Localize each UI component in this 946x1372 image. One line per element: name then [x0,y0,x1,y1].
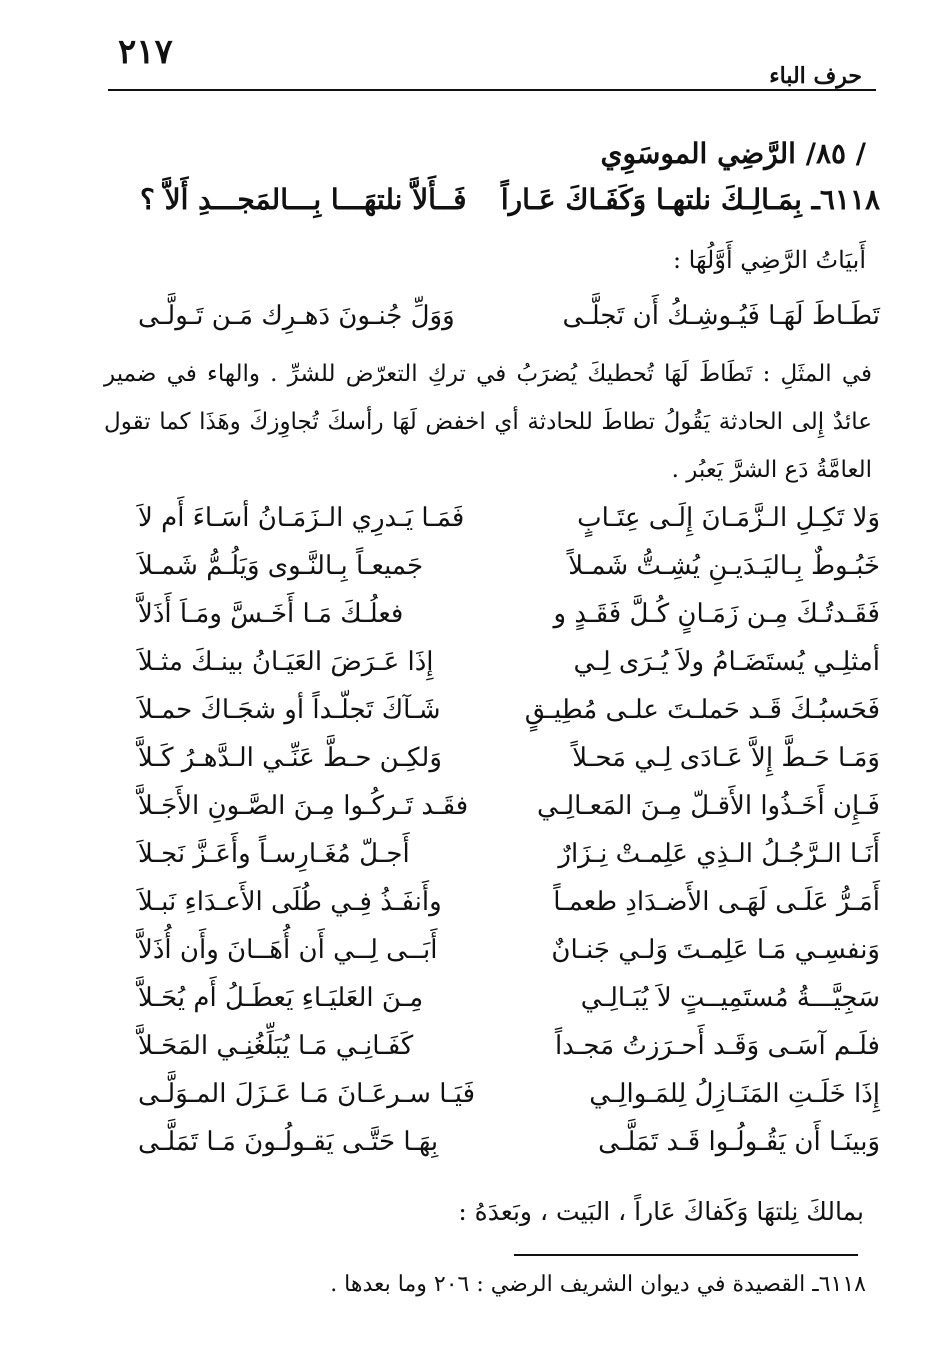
verse-right: أَمَـرُّ عَلَـى لَهَـى الأَضـدَادِ طعمـاً [553,887,880,917]
main-verse-second-hemistich: فَــأَلاَّ نلتهَـــا بِـــالمَجـــدِ أَلاَّ ؟ [140,183,467,216]
verse-left: بِهَـا حَتَّـى يَقـولُـونَ مَـا تَمَلَّـى [138,1127,439,1157]
verse-right: فَحَسبُـكَ قَـد حَملـتَ علـى مُطِيـقٍ [524,695,880,725]
verse-right: إِذَا خَلَـتِ المَنَـازِلُ لِلمَـوالِـي [589,1079,880,1109]
main-verse [100,178,880,222]
verse-left: أَجـلّ مُغَـارِسـاً وأَعَـزَّ نَجـلاَ [138,839,410,869]
verse-row [100,1024,880,1068]
verse-left: وأَنفَـذُ فِـي طُلَى الأَعـدَاءِ نَبـلاَ [138,887,442,917]
verse-number: ٦١١٨ـ [811,183,880,216]
footnote-rule [514,1254,858,1256]
verse-right: وَبينَـا أَن يَقُـولُـوا قَـد تَمَلَّـى [598,1127,880,1157]
verse-left: وَلكِـن حـطَّ عَنِّـي الـدَّهـرُ كَـلاَّ [138,743,442,773]
verse-left: فعلُـكَ مَـا أَخَـسَّ ومَـاَ أَذَلاَّ [138,599,404,629]
verse-right: وَلا تَكِـلِ الـزَّمَـانَ إِلَـى عِتَـابٍ [577,503,880,533]
verse-right: أمثلِـي يُستَضَـامُ ولاَ يُـرَى لِـي [573,647,880,677]
verse-row [100,544,880,588]
verse-row [100,928,880,972]
first-verse [100,294,880,338]
footnote: ٦١١٨ـ القصيدة في ديوان الشريف الرضي : ٢٠٦ وما بعدها . [330,1272,866,1297]
verse-right: فلَـم آسَـى وَقَـد أَحـرَزتُ مَجـداً [554,1031,880,1061]
verse-left: فَيَـا سـرعَـانَ مَـا عَـزَلَ المـوَلَّـى [138,1079,476,1109]
commentary-paragraph [104,350,872,494]
first-verse-left: وَوَلِّ جُنـونَ دَهـرِك مَـن تَـولَّـى [138,301,455,331]
verse-left: كَفَـانِـي مَـا يُبَلِّغُنِـي المَحَـلاَّ [138,1031,414,1061]
header-rule [108,89,876,91]
commentary-text: في المثَلِ : تَطَاطَ لَهَا تُحطيكَ يُضرَبُ في تركِ التعرّض للشرِّ . والهاء في ضمير عائدٌ إِلى الحادثة يَقُولُ تطاطَ للحادثة أي اخفض لَهَا رأسكَ تُجاوِزكَ وهَذَا كما تقول العامَّةُ دَع الشرَّ يَعبُر . [104,361,872,483]
verse-left: مِـنَ العَليَـاءِ يَعطَـلُ أَم يُحَـلاَّ [138,983,424,1013]
page-number: ٢١٧ [118,32,173,72]
verse-row [100,784,880,828]
verse-row [100,880,880,924]
verse-right: فَقَـدتُـكَ مِـن زَمَـانٍ كُـلَّ فَقَـدٍ و [553,599,880,629]
verse-row [100,1120,880,1164]
section-heading: / ٨٥/ الرَّضِي الموسَوِي [600,137,866,170]
verse-right: وَنفسِـي مَـا عَلِمـتَ وَلـي جَنـانٌ [551,935,880,965]
verse-row [100,736,880,780]
verse-row [100,496,880,540]
verse-left: شَـآكَ تَجلّـداً أو شجَـاكَ حمـلاَ [138,695,441,725]
main-verse-right [501,178,880,222]
verse-left: أَبَــى لِــي أَن أُهَــانَ وأَن أُذَلاَّ [138,935,438,965]
verse-row [100,640,880,684]
first-verse-right: تَطَـاطَ لَهَـا فَيُـوشِـكُ أَن تَجلَّـى [562,301,880,331]
verse-right: خَبُـوطٌ بِـاليَـدَيـنِ يُشِـتُّ شَمـلاً [568,551,880,581]
verse-row [100,592,880,636]
verse-right: سَجِيَّـــةُ مُستَمِيــتٍ لاَ يُبَـالِـي [580,983,880,1013]
verse-right: فَـإِن أَخَـذُوا الأَقـلّ مِـنَ المَعـالِـي [536,791,880,821]
verse-row [100,832,880,876]
running-header: حرف الباء [769,63,862,89]
verse-row [100,688,880,732]
main-verse-first-hemistich: بِمَـالِـكَ نلتهـا وَكَفَـاكَ عَـاراً [500,183,802,216]
verse-left: جَميعـاً بِـالنَّـوى وَيَلُـمُّ شَمـلاَ [138,551,424,581]
after-text: بمالكَ نِلتهَا وَكَفاكَ عَاراً ، البَيت ، وبَعدَهُ : [458,1197,864,1226]
verse-row [100,1072,880,1116]
verse-left: فقَـد تَـركُـوا مِـنَ الصَّـونِ الأَجَـلاَّ [138,791,469,821]
verse-right: أَنَـا الـرَّجُـلُ الـذِي عَلِمـتْ نِـزَارٌ [558,839,880,869]
verse-left: فَمَـا يَـدرِي الـزَمَـانُ أسَـاءَ أَم لاَ [138,503,465,533]
verse-right: وَمَـا حَـطَّ إِلاَّ عَـادَى لِـي مَحـلاً [572,743,880,773]
verse-row [100,976,880,1020]
verse-left: إِذَا عَـرَضَ العَيَـانُ بينـكَ مثـلاَ [138,647,434,677]
intro-text: أَبيَاتُ الرَّضِي أَوَّلُهَا : [672,246,866,274]
